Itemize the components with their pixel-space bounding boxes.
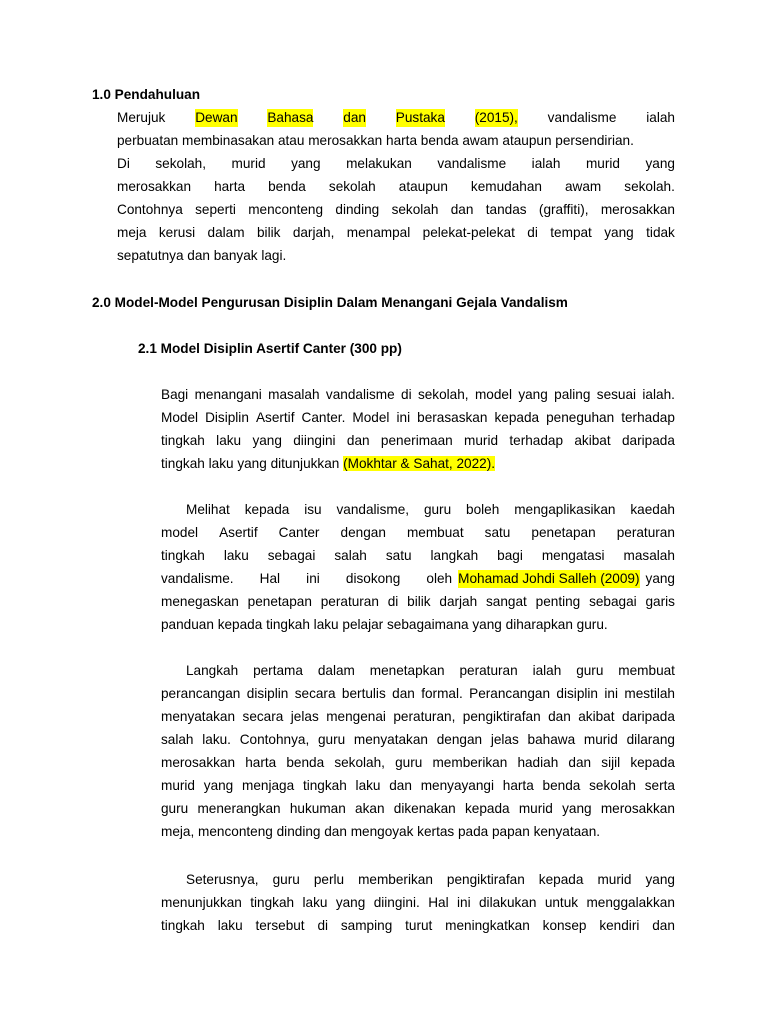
word: Contohnya, — [239, 732, 310, 747]
word: secara — [294, 686, 336, 701]
word: menegaskan — [161, 594, 239, 609]
word: tersebut — [255, 918, 305, 933]
word: merosakkan — [161, 755, 236, 770]
word: ini — [456, 895, 471, 910]
word: masalah — [623, 548, 675, 563]
word: yang — [252, 433, 282, 448]
paragraph-1-line — [161, 386, 675, 404]
word: untuk — [544, 895, 579, 910]
paragraph-1-line — [161, 455, 495, 473]
word: tingkah — [161, 918, 205, 933]
word: darjah, — [292, 225, 335, 240]
word: Canter. — [301, 410, 346, 425]
word: bilik — [256, 225, 281, 240]
word: dan — [450, 202, 474, 217]
word: berasaskan — [417, 410, 488, 425]
word: daripada — [621, 709, 675, 724]
word: yang — [203, 778, 234, 793]
citation-word: Bahasa — [267, 110, 314, 125]
section-1-line-6 — [117, 224, 675, 242]
section-1-line-5 — [117, 201, 675, 219]
word: model — [474, 387, 512, 402]
text: tingkah laku yang ditunjukkan — [161, 456, 344, 471]
word: ialah — [532, 663, 562, 678]
word: Bagi — [161, 387, 189, 402]
word: disiplin — [556, 686, 598, 701]
section-2-heading: 2.0 Model-Model Pengurusan Disiplin Dalam Menangani Gejala Vandalism — [92, 295, 568, 310]
paragraph-2-line — [186, 501, 675, 519]
word: isu — [304, 502, 322, 517]
word: dengan — [340, 525, 386, 540]
word: Langkah — [186, 663, 239, 678]
word: penerimaan — [380, 433, 453, 448]
word: pengiktirafan — [462, 709, 541, 724]
word: Hal — [428, 895, 449, 910]
word: sijil — [601, 755, 621, 770]
word: ini — [306, 571, 320, 586]
word: dikenakan — [393, 801, 456, 816]
paragraph-3-line — [161, 754, 675, 772]
word: di — [401, 387, 412, 402]
citation: Mohamad Johdi Salleh (2009) — [458, 571, 640, 586]
word: Canter — [278, 525, 320, 540]
word: membuat — [406, 525, 464, 540]
word: sekolah, — [417, 387, 469, 402]
word: satu — [484, 525, 511, 540]
word: guru — [272, 872, 300, 887]
word: pelekat-pelekat — [422, 225, 515, 240]
word: tandas — [485, 202, 527, 217]
word: oleh — [426, 571, 453, 586]
word: secara — [242, 709, 284, 724]
word: menangani — [194, 387, 262, 402]
word: terhadap — [509, 433, 564, 448]
word: laku — [355, 778, 381, 793]
word: menjaga — [242, 778, 295, 793]
word: merosakkan — [117, 179, 192, 194]
word: diingini — [293, 433, 336, 448]
word: membuat — [618, 663, 675, 678]
citation: (Mokhtar & Sahat, 2022). — [343, 456, 496, 471]
word: disokong — [345, 571, 401, 586]
word: bertulis — [341, 686, 386, 701]
word: benda — [286, 755, 325, 770]
word: peraturan — [459, 663, 518, 678]
word: guru — [317, 732, 346, 747]
word: sebagai — [267, 548, 316, 563]
word: vandalisme — [437, 156, 507, 171]
word: kemudahan — [470, 179, 542, 194]
word: ataupun — [398, 179, 448, 194]
word: langkah — [430, 548, 479, 563]
word: Asertif — [219, 525, 258, 540]
paragraph-4-line — [186, 871, 675, 889]
word: sesuai — [596, 387, 637, 402]
word: konsep — [542, 918, 587, 933]
word: Seterusnya, — [186, 872, 259, 887]
word: kaedah — [630, 502, 675, 517]
word: disiplin — [246, 686, 289, 701]
citation-word: dan — [343, 110, 366, 125]
word: Melihat — [186, 502, 230, 517]
text: yang — [645, 571, 675, 586]
word: seperti — [195, 202, 236, 217]
word: yang — [518, 387, 548, 402]
word: menggalakkan — [586, 895, 675, 910]
word: guru — [395, 755, 423, 770]
word: penetapan — [531, 525, 596, 540]
word: penting — [535, 594, 581, 609]
word: di — [317, 918, 329, 933]
word: ialah. — [642, 387, 675, 402]
word: vandalisme. — [161, 571, 234, 586]
word: dan — [548, 709, 571, 724]
word: sekolah — [391, 202, 439, 217]
word: mengenai — [326, 709, 386, 724]
word: akibat — [574, 433, 611, 448]
word: ini — [604, 686, 618, 701]
word: guru — [423, 502, 452, 517]
word: tingkah — [161, 433, 205, 448]
word: menetapkan — [369, 663, 445, 678]
word: awam — [564, 179, 602, 194]
citation-word: Dewan — [195, 110, 238, 125]
word: dan — [346, 433, 370, 448]
word: penetapan — [247, 594, 312, 609]
word: di — [387, 594, 399, 609]
word: murid — [464, 433, 499, 448]
word: yang — [291, 156, 321, 171]
word: menerangkan — [197, 801, 281, 816]
word: murid — [583, 732, 618, 747]
section-1-line-7: sepatutnya dan banyak lagi. — [117, 248, 287, 263]
word: sebagai — [589, 594, 637, 609]
word: laku — [217, 918, 243, 933]
word: dalam — [317, 663, 355, 678]
word: sekolah — [328, 179, 376, 194]
word: peneguhan — [546, 410, 615, 425]
word: kendiri — [599, 918, 640, 933]
word: sangat — [486, 594, 527, 609]
word: masalah — [268, 387, 320, 402]
word: tidak — [646, 225, 675, 240]
word: Di — [117, 156, 130, 171]
word: menunjukkan — [161, 895, 242, 910]
word: benda — [542, 778, 581, 793]
word: memberikan — [358, 872, 433, 887]
word: terhadap — [621, 410, 675, 425]
word: murid — [597, 872, 632, 887]
word: meja — [117, 225, 147, 240]
word: sekolah. — [624, 179, 675, 194]
word: menconteng — [248, 202, 324, 217]
word: kerusi — [158, 225, 196, 240]
paragraph-3-line — [161, 685, 675, 703]
word: dalam — [207, 225, 245, 240]
word: boleh — [466, 502, 500, 517]
section-2-1-heading: 2.1 Model Disiplin Asertif Canter (300 pp) — [138, 341, 402, 356]
word: vandalisme, — [336, 502, 410, 517]
paragraph-3-line — [161, 708, 675, 726]
word: pengiktirafan — [446, 872, 525, 887]
word: laku. — [202, 732, 231, 747]
section-1-heading: 1.0 Pendahuluan — [92, 87, 201, 102]
word: meningkatkan — [445, 918, 530, 933]
word: menampal — [346, 225, 411, 240]
section-1-line-4 — [117, 178, 675, 196]
word: murid — [518, 801, 553, 816]
word: yang — [335, 895, 366, 910]
word: dilarang — [626, 732, 675, 747]
word: paling — [554, 387, 591, 402]
paragraph-2-line — [161, 524, 675, 542]
word: merosakkan — [600, 801, 675, 816]
word: peraturan — [320, 594, 379, 609]
word: Asertif — [255, 410, 295, 425]
word: yang — [604, 225, 634, 240]
paragraph-4-line — [161, 917, 675, 935]
word: kepada — [494, 410, 540, 425]
word: dinding — [335, 202, 380, 217]
word: memberikan — [432, 755, 508, 770]
word: salah — [334, 548, 367, 563]
word: tingkah — [161, 548, 205, 563]
word: tingkah — [250, 895, 295, 910]
word: darjah — [439, 594, 478, 609]
paragraph-1-line — [161, 409, 675, 427]
word: tingkah — [302, 778, 347, 793]
word: hadiah — [517, 755, 559, 770]
word: merosakkan — [600, 202, 675, 217]
word: yang — [645, 156, 675, 171]
word: murid — [231, 156, 266, 171]
word: Model — [352, 410, 390, 425]
word: kepada — [538, 872, 584, 887]
word: ialah — [531, 156, 561, 171]
word: sekolah — [589, 778, 636, 793]
word: Hal — [259, 571, 281, 586]
word: Merujuk — [117, 110, 166, 125]
word: bahawa — [527, 732, 576, 747]
text — [161, 570, 452, 588]
citation-word: (2015), — [474, 110, 518, 125]
paragraph-3-line — [161, 800, 675, 818]
word: laku — [216, 433, 242, 448]
word: melakukan — [346, 156, 412, 171]
word: harta — [245, 755, 277, 770]
word: dilakukan — [478, 895, 537, 910]
citation-word: Pustaka — [395, 110, 445, 125]
word: peraturan, — [393, 709, 456, 724]
word: mestilah — [624, 686, 675, 701]
word: bilik — [407, 594, 431, 609]
word: vandalisme — [547, 110, 617, 125]
word: pertama — [253, 663, 303, 678]
paragraph-3-line: meja, menconteng dinding dan mengoyak kertas pada papan kenyataan. — [161, 824, 601, 839]
word: daripada — [621, 433, 675, 448]
word: kepada — [630, 755, 675, 770]
word: murid — [161, 778, 195, 793]
word: menyatakan — [353, 732, 428, 747]
paragraph-2-line: panduan kepada tingkah laku pelajar sebagaimana yang diharapkan guru. — [161, 617, 608, 632]
word: peraturan — [616, 525, 675, 540]
word: guru — [161, 801, 189, 816]
word: Perancangan — [469, 686, 551, 701]
paragraph-3-line — [161, 777, 675, 795]
word: ini — [396, 410, 411, 425]
word: garis — [645, 594, 675, 609]
word: dan — [652, 918, 675, 933]
word: salah — [161, 732, 194, 747]
word: murid — [585, 156, 620, 171]
word: perancangan — [161, 686, 241, 701]
word: yang — [562, 801, 592, 816]
word: akibat — [578, 709, 615, 724]
word: Model — [161, 410, 199, 425]
word: bagi — [497, 548, 523, 563]
word: ialah — [646, 110, 675, 125]
word: satu — [385, 548, 412, 563]
word: sekolah, — [334, 755, 385, 770]
paragraph-2-line — [161, 570, 675, 588]
word: Contohnya — [117, 202, 183, 217]
word: formal. — [421, 686, 463, 701]
word: dengan — [436, 732, 483, 747]
word: dan — [392, 686, 415, 701]
word: perlu — [313, 872, 345, 887]
word: guru — [576, 663, 604, 678]
word: di — [527, 225, 538, 240]
word: harta — [214, 179, 246, 194]
word: laku — [302, 895, 328, 910]
word: yang — [645, 872, 675, 887]
word: menyayangi — [420, 778, 495, 793]
paragraph-4-line — [161, 894, 675, 912]
word: laku — [223, 548, 249, 563]
word: kepada — [244, 502, 290, 517]
paragraph-1-line — [161, 432, 675, 450]
word: turut — [405, 918, 433, 933]
word: diingini. — [373, 895, 420, 910]
word: dan — [568, 755, 592, 770]
word: jelas — [290, 709, 319, 724]
word: mengatasi — [541, 548, 605, 563]
word: vandalisme — [325, 387, 395, 402]
word: benda — [268, 179, 306, 194]
word: dan — [389, 778, 412, 793]
paragraph-3-line — [161, 731, 675, 749]
word: sekolah, — [155, 156, 207, 171]
word: samping — [340, 918, 393, 933]
section-1-line-3 — [117, 155, 675, 173]
word: mengaplikasikan — [514, 502, 616, 517]
paragraph-3-line — [186, 662, 675, 680]
word: akan — [355, 801, 385, 816]
word: jelas — [490, 732, 519, 747]
word: tempat — [550, 225, 592, 240]
paragraph-2-line — [161, 547, 675, 565]
word: harta — [502, 778, 534, 793]
word: model — [161, 525, 199, 540]
word: hukuman — [289, 801, 346, 816]
word: kepada — [465, 801, 510, 816]
word: (graffiti), — [538, 202, 589, 217]
word: menyatakan — [161, 709, 236, 724]
section-1-line-1 — [117, 109, 675, 127]
word: Disiplin — [205, 410, 249, 425]
word: serta — [644, 778, 675, 793]
section-1-line-2: perbuatan membinasakan atau merosakkan harta benda awam ataupun persendirian. — [117, 133, 634, 148]
paragraph-2-line — [161, 593, 675, 611]
